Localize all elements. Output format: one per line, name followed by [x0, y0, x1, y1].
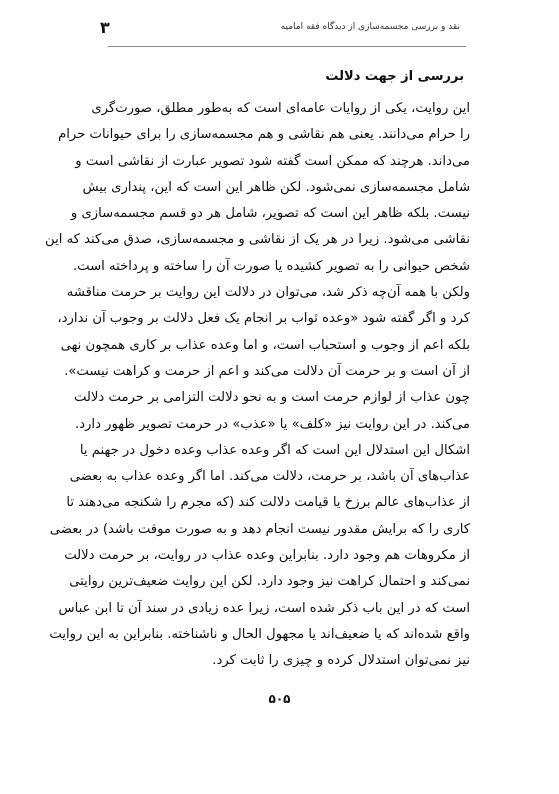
body-line: شامل مجسمه‌سازی نمی‌شود. لکن ظاهر این است که این، پنداری بیش	[82, 179, 470, 195]
chapter-marker: ۳	[100, 18, 110, 37]
body-line: ولکن با همه آن‌چه ذکر شد، می‌توان در دلالت این روایت بر حرمت مناقشه	[66, 285, 470, 301]
body-line: واقع شده‌اند که یا ضعیف‌اند یا مجهول الحال و ناشناخته. بنابراین به این روایت	[49, 626, 470, 642]
body-line: می‌داند. هرچند که ممکن است گفته شود تصویر عبارت از نقاشی است و	[75, 153, 470, 169]
page-number: ۵۰۵	[268, 692, 291, 706]
body-line: شخص حیوانی را به تصویر کشیده یا صورت آن را ساخته و پرداخته است.	[72, 258, 470, 274]
body-line: از آن است و بر حرمت آن دلالت می‌کند و اعم از حرمت و کراهت نیست».	[64, 363, 470, 379]
body-line: چون عذاب از لوازم حرمت است و به نحو دلالت التزامی بر حرمت دلالت	[73, 390, 470, 406]
body-line: نیست. بلکه ظاهر این است که تصویر، شامل هر دو قسم مجسمه‌سازی و	[70, 206, 470, 222]
body-line: نقاشی می‌شود. زیرا در هر یک از نقاشی و مجسمه‌سازی، صدق می‌کند که این	[45, 232, 470, 248]
body-line: اشکال این استدلال این است که اگر وعده عذاب وعده دخول در جهنم یا	[79, 442, 470, 458]
body-line: را حرام می‌دانند. یعنی هم نقاشی و هم مجسمه‌سازی را برای حیوانات حرام	[58, 127, 470, 143]
body-line: می‌کند. در این روایت نیز «کلف» یا «عذب» در حرمت تصویر ظهور دارد.	[74, 416, 470, 432]
body-line: کاری را که برایش مقدور نیست انجام دهد و به صورت موقت باشد) در بعضی	[49, 521, 470, 537]
body-line: کرد و اگر گفته شود «وعده ثواب بر انجام یک فعل دلالت بر وجوب آن ندارد،	[57, 311, 470, 327]
header-divider	[108, 46, 466, 47]
body-line: است که در این باب ذکر شده است، زیرا عده زیادی در سند آن تا ابن عباس	[58, 600, 470, 616]
running-header: نقد و بررسی مجسمه‌سازی از دیدگاه فقه امامیه	[280, 22, 460, 32]
section-heading: بررسی از جهت دلالت	[325, 69, 464, 84]
body-text	[45, 96, 470, 675]
body-line: نمی‌کند و احتمال کراهت نیز وجود دارد. لکن این روایت ضعیف‌ترین روایتی	[69, 574, 470, 590]
body-line: این روایت، یکی از روایات عامه‌ای است که به‌طور مطلق، صورت‌گری	[91, 101, 470, 116]
body-line: از مکروهات هم وجود دارد. بنابراین وعده عذاب در روایت، بر حرمت دلالت	[64, 548, 470, 564]
body-line: عذاب‌های آن باشد، بر حرمت، دلالت می‌کند. اما اگر وعده عذاب به بعضی	[69, 469, 470, 485]
body-line: بلکه اعم از وجوب و استحباب است، و اما وعده عذاب بر کاری همچون نهی	[60, 337, 470, 353]
body-line: از عذاب‌های عالم برزخ یا قیامت دلالت کند (که مجرم را شکنجه می‌دهند تا	[66, 495, 470, 511]
body-line: نیز نمی‌توان استدلال کرده و چیزی را ثابت کرد.	[212, 653, 470, 669]
